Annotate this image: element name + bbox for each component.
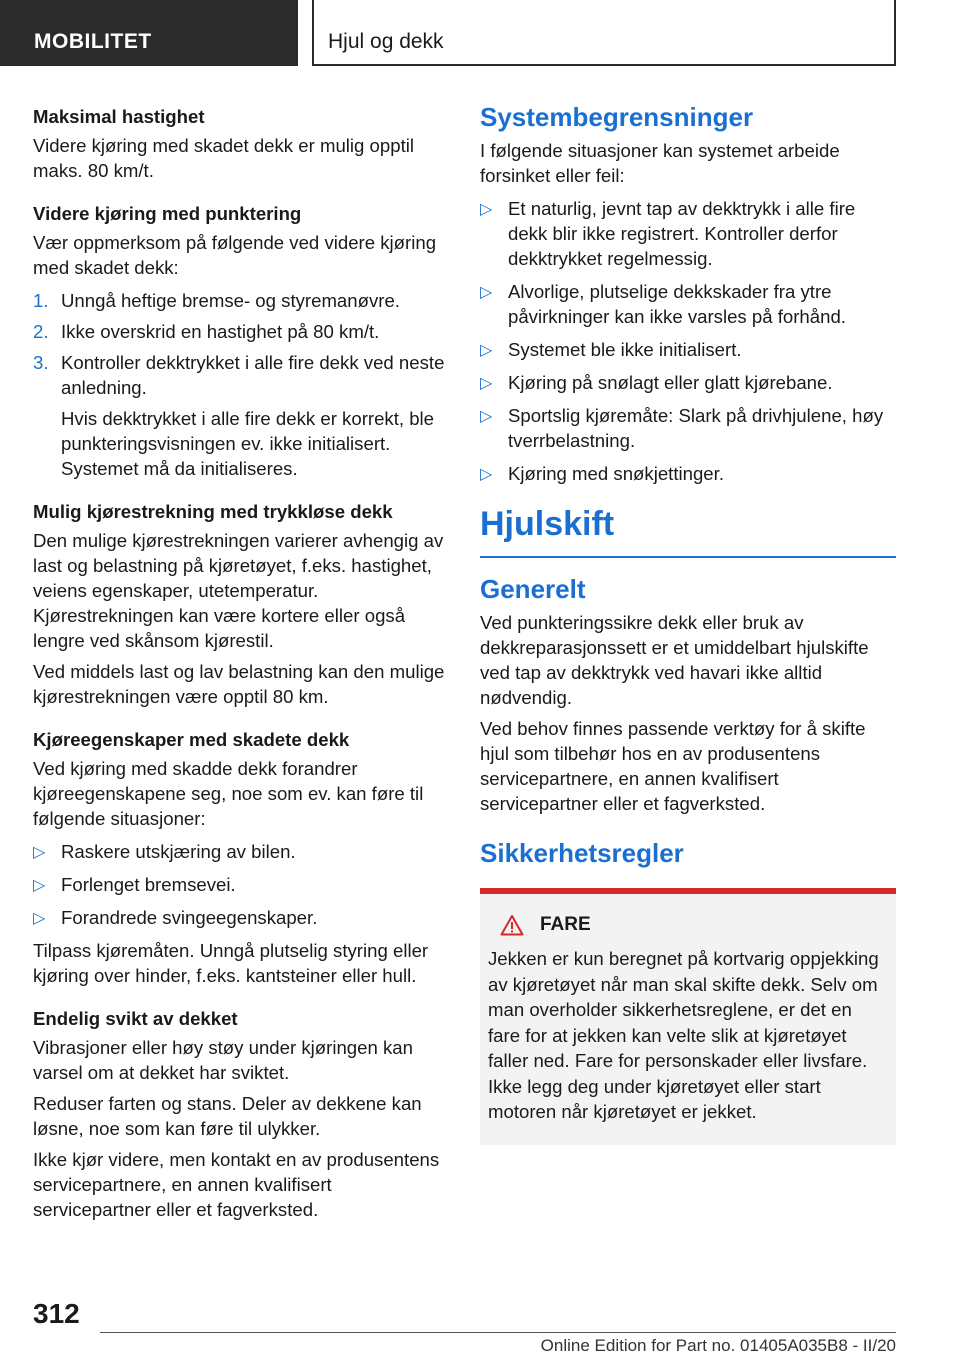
step-item [33,350,448,481]
list-item-text: Raskere utskjæring av bilen. [61,841,296,862]
triangle-right-icon: ▷ [480,342,493,359]
step-item [33,319,448,344]
list-item-text: Et naturlig, jevnt tap av dekktrykk i alle fire dekk blir ikke registrert. Kontroller derfor dekktrykket regelmessig. [508,198,856,269]
list-item [480,337,896,362]
chapter-title: Hjul og dekk [312,0,896,66]
list-item-text: Systemet ble ikke initialisert. [508,339,742,360]
triangle-right-icon: ▷ [480,408,493,425]
left-column [33,100,448,1222]
warning-header [488,914,888,936]
limits-intro: I følgende situasjoner kan systemet arbeide forsinket eller feil: [480,140,840,186]
puncture-heading: Videre kjøring med punktering [33,203,302,224]
list-item-text: Alvorlige, plutselige dekkskader fra ytre påvirkninger kan ikke varsles på forhånd. [508,281,846,327]
step-text: Kontroller dekktrykket i alle fire dekk ved neste anledning. [61,352,445,398]
list-item [480,370,896,395]
list-item [33,905,448,930]
list-item-text: Sportslig kjøremåte: Slark på drivhjulene, høy tverrbelastning. [508,405,884,451]
safety-heading: Sikkerhetsregler [480,838,684,868]
list-item [480,403,896,453]
step-number: 1. [33,290,49,311]
handling-outro: Tilpass kjøremåten. Unngå plutselig styring eller kjøring over hinder, f.eks. kantsteiner eller hull. [33,940,429,986]
failure-text-2: Reduser farten og stans. Deler av dekkene kan løsne, noe som kan føre til ulykker. [33,1093,422,1139]
general-heading: Generelt [480,574,586,604]
failure-text-1: Vibrasjoner eller høy støy under kjøringen kan varsel om at dekket har sviktet. [33,1037,413,1083]
step-number: 2. [33,321,49,342]
edition-text: Online Edition for Part no. 01405A035B8 - II/20 [540,1336,896,1355]
failure-text-3: Ikke kjør videre, men kontakt en av produsentens servicepartnere, en annen kvalifisert servicepartner eller et fagverksted. [33,1149,440,1220]
page-number: 312 [33,1298,80,1329]
warning-triangle-icon [500,914,524,936]
list-item [480,279,896,329]
puncture-intro: Vær oppmerksom på følgende ved videre kjøring med skadet dekk: [33,232,437,278]
max-speed-text: Videre kjøring med skadet dekk er mulig opptil maks. 80 km/t. [33,135,415,181]
puncture-steps [33,288,448,481]
limits-heading: Systembegrensninger [480,102,754,132]
list-item [480,196,896,271]
range-heading: Mulig kjørestrekning med trykkløse dekk [33,501,393,522]
range-text-2: Ved middels last og lav belastning kan den mulige kjørestrekningen være opptil 80 km. [33,661,445,707]
list-item-text: Kjøring med snøkjettinger. [508,463,724,484]
step-text: Ikke overskrid en hastighet på 80 km/t. [61,321,380,342]
triangle-right-icon: ▷ [480,284,493,301]
limits-list [480,196,896,486]
step-item [33,288,448,313]
list-item [33,872,448,897]
step-text: Unngå heftige bremse- og styremanøvre. [61,290,400,311]
triangle-right-icon: ▷ [480,201,493,218]
list-item [33,839,448,864]
right-column [480,100,896,1145]
range-text-1: Den mulige kjørestrekningen varierer avhengig av last og belastning på kjøretøyet, f.eks. hastighet, veiens egenskaper, utetemperatur. Kjørestrekningen kan være kortere eller også lengre ved skånsom kjørestil. [33,530,444,651]
list-item-text: Kjøring på snølagt eller glatt kjørebane. [508,372,833,393]
list-item-text: Forandrede svingeegenskaper. [61,907,318,928]
danger-warning-box [480,888,896,1145]
triangle-right-icon: ▷ [480,466,493,483]
general-text-1: Ved punkteringssikre dekk eller bruk av dekkreparasjonssett er et umiddelbart hjulskifte ved tap av dekktrykk ved havari ikke alltid nødvendig. [480,612,869,708]
section-tab: MOBILITET [0,0,298,66]
triangle-right-icon: ▷ [33,910,46,927]
handling-list [33,839,448,930]
warning-label: FARE [540,914,591,935]
step-continuation: Hvis dekktrykket i alle fire dekk er korrekt, ble punkteringsvisningen ev. ikke initialisert. Systemet må da initialiseres. [61,408,435,479]
list-item-text: Forlenget bremsevei. [61,874,236,895]
triangle-right-icon: ▷ [33,844,46,861]
triangle-right-icon: ▷ [33,877,46,894]
handling-intro: Ved kjøring med skadde dekk forandrer kjøreegenskapene seg, noe som ev. kan føre til følgende situasjoner: [33,758,424,829]
triangle-right-icon: ▷ [480,375,493,392]
warning-text: Jekken er kun beregnet på kortvarig oppjekking av kjøretøyet når man skal skifte dekk. Selv om man overholder sikkerhetsreglene, er det en fare for at jekken kan velte slik at kjøretøyet faller ned. Fare for personskader eller livsfare. Ikke legg deg under kjøretøyet eller start motoren når kjøretøyet er jekket. [488,948,879,1122]
step-number: 3. [33,352,49,373]
footer-rule [100,1332,896,1333]
failure-heading: Endelig svikt av dekket [33,1008,238,1029]
list-item [480,461,896,486]
max-speed-heading: Maksimal hastighet [33,106,205,127]
handling-heading: Kjøreegenskaper med skadete dekk [33,729,350,750]
wheel-change-heading: Hjulskift [480,502,896,558]
general-text-2: Ved behov finnes passende verktøy for å skifte hjul som tilbehør hos en av produsentens servicepartnere, en annen kvalifisert servicepartner eller et fagverksted. [480,718,866,814]
